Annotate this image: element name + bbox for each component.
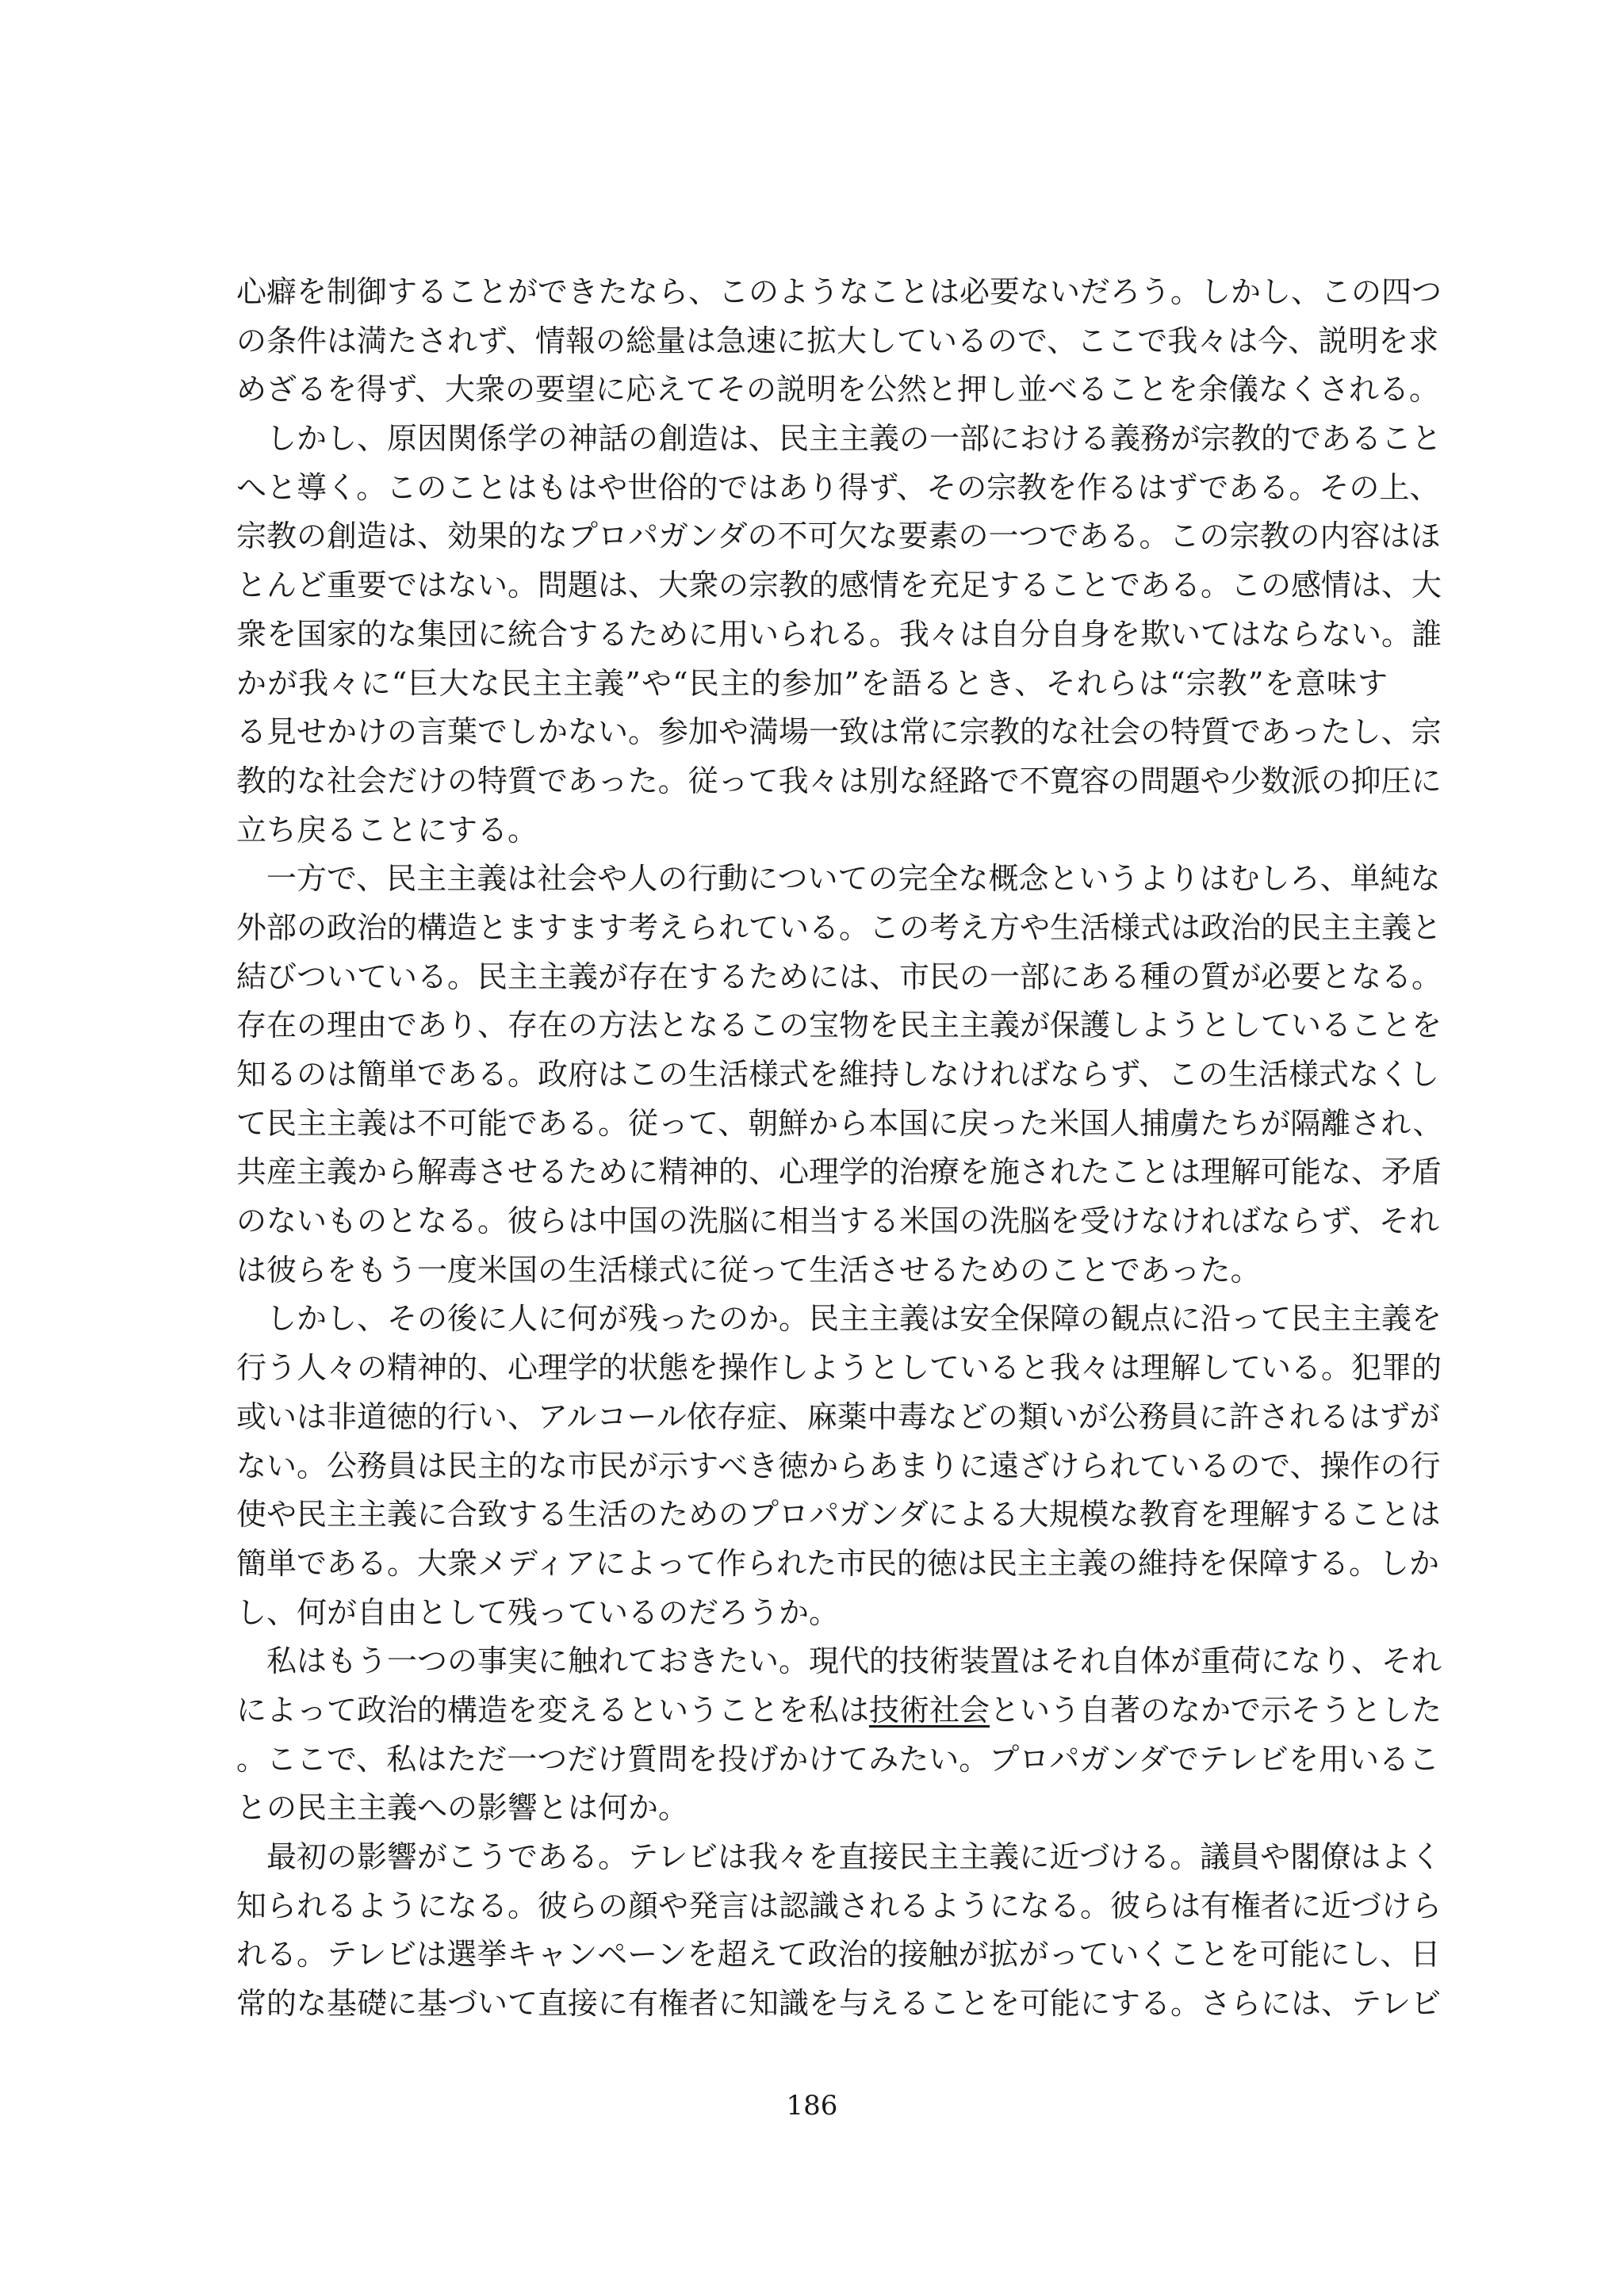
text-line: 心癖を制御することができたなら、このようなことは必要ないだろう。しかし、この四つ (236, 274, 1442, 309)
text-line: ない。公務員は民主的な市民が示すべき徳からあまりに遠ざけられているので、操作の行 (236, 1448, 1441, 1483)
line-text: によって政治的構造を変えるということを私は (236, 1692, 870, 1728)
page-number: 186 (786, 2090, 838, 2122)
text-line (236, 1833, 1442, 1882)
text-line: かが我々に“巨大な民主主義”や“民主的参加”を語るとき、それらは“宗教”を意味す (236, 665, 1388, 701)
text-line: 共産主義から解毒させるために精神的、心理学的治療を施されたことは理解可能な、矛盾 (236, 1154, 1442, 1190)
text-line: 知られるようになる。彼らの顔や発言は認識されるようになる。彼らは有権者に近づけら (236, 1888, 1442, 1923)
text-line (236, 1637, 1442, 1686)
line-text: しかし、その後に人に何が残ったのか。民主主義は安全保障の観点に沿って民主主義を (266, 1301, 1442, 1337)
text-line: の条件は満たされず、情報の総量は急速に拡大しているので、ここで我々は今、説明を求 (236, 323, 1439, 358)
line-text: 最初の影響がこうである。テレビは我々を直接民主主義に近づける。議員や閣僚はよく (266, 1839, 1442, 1874)
text-line: 衆を国家的な集団に統合するために用いられる。我々は自分自身を欺いてはならない。誰 (236, 616, 1442, 652)
text-line: 外部の政治的構造とますます考えられている。この考え方や生活様式は政治的民主主義と (236, 909, 1442, 945)
text-line: 存在の理由であり、存在の方法となるこの宝物を民主主義が保護しようとしていることを (236, 1008, 1442, 1043)
line-text: という自著のなかで示そうとした (990, 1692, 1442, 1728)
text-line: へと導く。このことはもはや世俗的ではあり得ず、その宗教を作るはずである。その上、 (236, 469, 1440, 505)
line-text: 一方で、民主主義は社会や人の行動についての完全な概念というよりはむしろ、単純な (266, 861, 1441, 897)
text-line: は彼らをもう一度米国の生活様式に従って生活させるためのことであった。 (236, 1252, 1261, 1288)
book-title: 技術社会 (869, 1692, 990, 1728)
text-line: 或いは非道徳的行い、アルコール依存症、麻薬中毒などの類いが公務員に許されるはずが (236, 1399, 1440, 1434)
text-line: との民主主義への影響とは何か。 (236, 1790, 689, 1826)
text-line: 知るのは簡単である。政府はこの生活様式を維持しなければならず、この生活様式なくし (236, 1057, 1439, 1092)
text-line: 立ち戻ることにする。 (236, 812, 538, 848)
text-line: 簡単である。大衆メディアによって作られた市民的徳は民主主義の維持を保障する。しか (236, 1545, 1439, 1581)
line-text: 私はもう一つの事実に触れておきたい。現代的技術装置はそれ自体が重荷になり、それ (266, 1644, 1442, 1679)
text-line: 使や民主主義に合致する生活のためのプロパガンダによる大規模な教育を理解することは (236, 1497, 1441, 1533)
text-line: て民主主義は不可能である。従って、朝鮮から本国に戻った米国人捕虜たちが隔離され、 (236, 1105, 1443, 1141)
text-line: る見せかけの言葉でしかない。参加や満場一致は常に宗教的な社会の特質であったし、宗 (236, 714, 1442, 750)
text-line: 教的な社会だけの特質であった。従って我々は別な経路で不寛容の問題や少数派の抑圧に (236, 763, 1442, 798)
text-line: 。ここで、私はただ一つだけ質問を投げかけてみたい。プロパガンダでテレビを用いるこ (236, 1741, 1439, 1777)
text-line: 結びついている。民主主義が存在するためには、市民の一部にある種の質が必要となる。 (236, 959, 1442, 994)
text-line: 宗教の創造は、効果的なプロパガンダの不可欠な要素の一つである。この宗教の内容はほ (236, 519, 1441, 554)
text-line: し、何が自由として残っているのだろうか。 (236, 1594, 840, 1630)
text-line: 常的な基礎に基づいて直接に有権者に知識を与えることを可能にする。さらには、テレビ (236, 1986, 1442, 2022)
text-line: れる。テレビは選挙キャンペーンを超えて政治的接触が拡がっていくことを可能にし、日 (236, 1937, 1441, 1973)
text-line: めざるを得ず、大衆の要望に応えてその説明を公然と押し並べることを余儀なくされる。 (236, 372, 1439, 408)
line-text: しかし、原因関係学の神話の創造は、民主主義の一部における義務が宗教的であること (266, 421, 1442, 457)
text-line (236, 1686, 1442, 1735)
text-line (236, 1295, 1442, 1344)
text-line: とんど重要ではない。問題は、大衆の宗教的感情を充足することである。この感情は、大 (236, 568, 1442, 603)
text-line (236, 415, 1442, 464)
text-line: のないものとなる。彼らは中国の洗脳に相当する米国の洗脳を受けなければならず、それ (236, 1203, 1439, 1239)
body-text (236, 268, 1443, 2029)
text-line: 行う人々の精神的、心理学的状態を操作しようとしていると我々は理解している。犯罪的 (236, 1350, 1442, 1386)
text-line (236, 855, 1441, 904)
